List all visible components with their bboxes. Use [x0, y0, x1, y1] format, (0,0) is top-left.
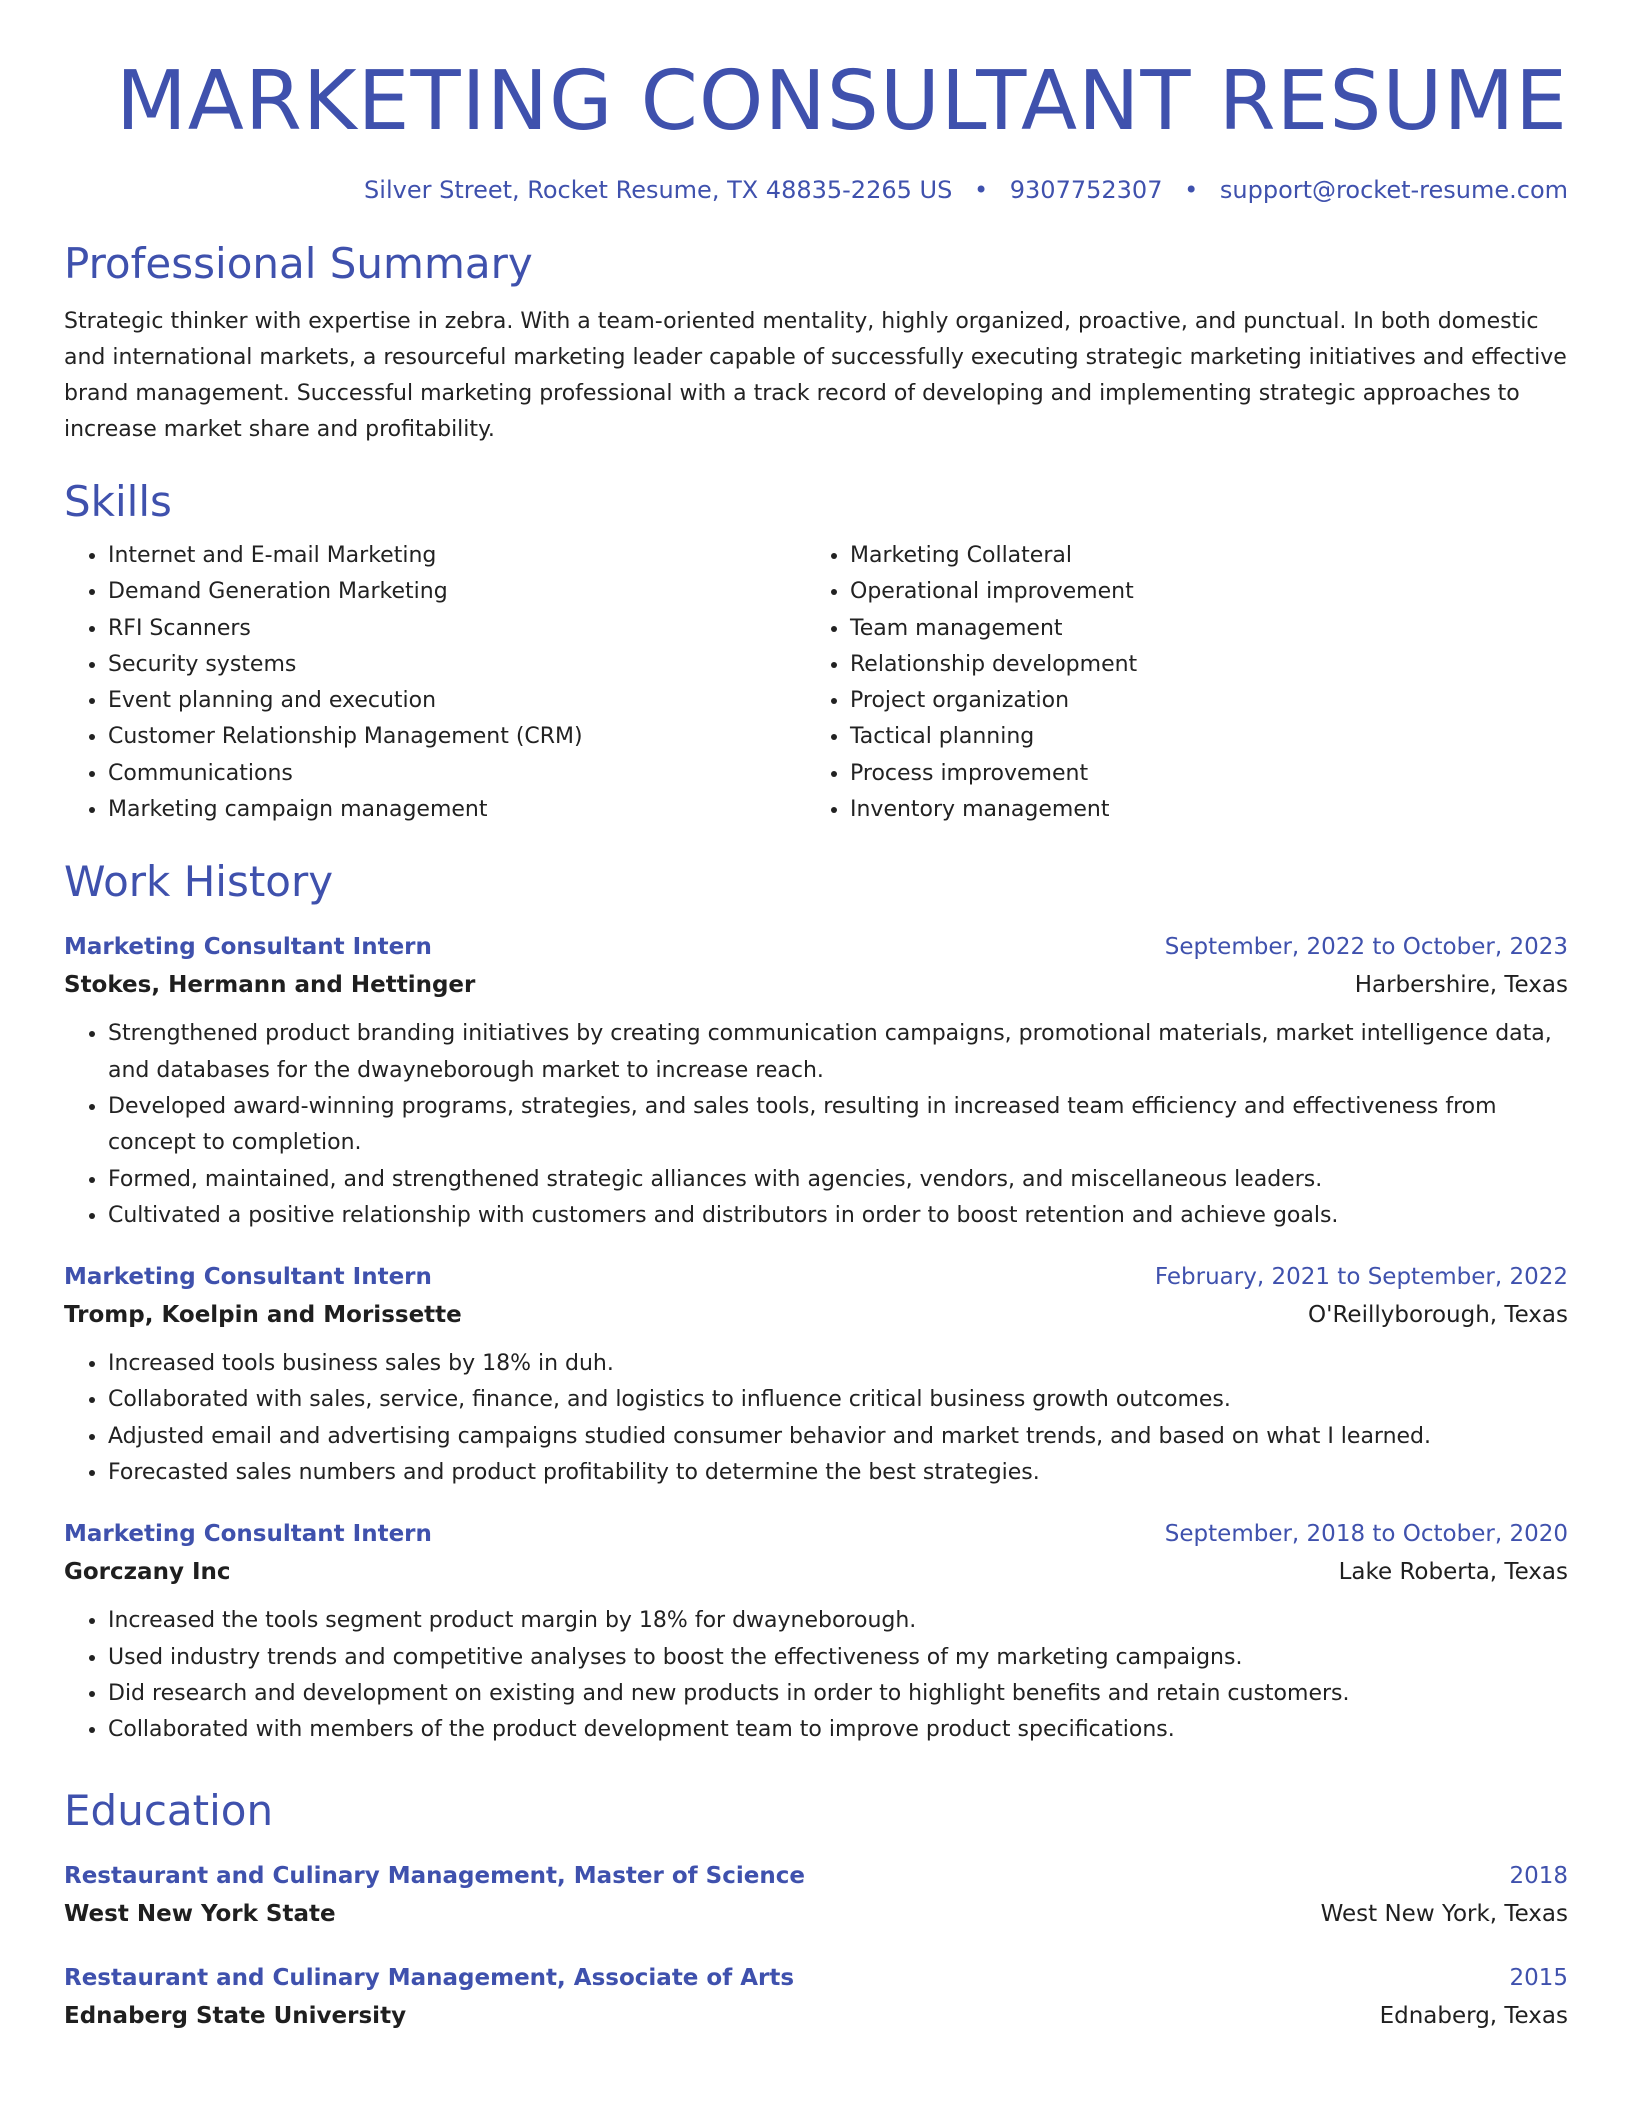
- contact-separator: •: [973, 176, 989, 204]
- skill-item: • Demand Generation Marketing: [108, 574, 806, 610]
- skill-item: • Event planning and execution: [108, 683, 806, 719]
- education-heading: Education: [64, 1785, 274, 1835]
- skill-item: • Operational improvement: [850, 574, 1548, 610]
- job-title-row: [64, 1258, 1568, 1296]
- job-bullet: • Collaborated with members of the product development team to improve product specifications.: [108, 1712, 1568, 1748]
- skill-item: • Relationship development: [850, 647, 1548, 683]
- job-company-row: [64, 1296, 1568, 1334]
- job-bullets: [64, 1016, 1568, 1234]
- job-company: Stokes, Hermann and Hettinger: [64, 972, 476, 999]
- education-year: 2015: [1509, 1964, 1568, 1991]
- skill-item: • Process improvement: [850, 756, 1548, 792]
- skills-column-right: [806, 538, 1548, 828]
- education-location: Ednaberg, Texas: [1379, 2002, 1568, 2029]
- skill-item: • RFI Scanners: [108, 611, 806, 647]
- skill-item: • Project organization: [850, 683, 1548, 719]
- job-bullet: • Forecasted sales numbers and product profitability to determine the best strategies.: [108, 1455, 1568, 1491]
- job-dates: September, 2018 to October, 2020: [1164, 1521, 1568, 1548]
- job-bullet: • Did research and development on existing and new products in order to highlight benefits and retain customers.: [108, 1676, 1568, 1712]
- education-degree: Restaurant and Culinary Management, Master of Science: [64, 1862, 805, 1889]
- job-bullets: [64, 1603, 1568, 1748]
- skills-column-left: [64, 538, 806, 828]
- education-school-row: [64, 1895, 1568, 1933]
- job-title: Marketing Consultant Intern: [64, 934, 432, 961]
- education-location: West New York, Texas: [1320, 1900, 1568, 1927]
- resume-header: [64, 0, 1568, 206]
- job-company-row: [64, 1553, 1568, 1591]
- education-year: 2018: [1509, 1862, 1568, 1889]
- skill-item: • Tactical planning: [850, 719, 1548, 755]
- job-bullet: • Increased the tools segment product margin by 18% for dwayneborough.: [108, 1603, 1568, 1639]
- skill-item: • Marketing campaign management: [108, 792, 806, 828]
- skill-item: • Security systems: [108, 647, 806, 683]
- contact-phone: 9307752307: [1009, 176, 1163, 204]
- skill-item: • Team management: [850, 611, 1548, 647]
- education-degree-row: [64, 1857, 1568, 1895]
- job-entry: [64, 1515, 1568, 1748]
- job-bullet: • Formed, maintained, and strengthened strategic alliances with agencies, vendors, and miscellaneous leaders.: [108, 1162, 1568, 1198]
- summary-text: Strategic thinker with expertise in zebra. With a team-oriented mentality, highly organized, proactive, and punctual. In both domestic and international markets, a resourceful marketing leader capable of successfully executing strategic marketing initiatives and effective brand management. Successful marketing professional with a track record of developing and implementing strategic approaches to increase market share and profitability.: [64, 309, 1567, 442]
- job-dates: September, 2022 to October, 2023: [1164, 934, 1568, 961]
- job-bullet: • Adjusted email and advertising campaigns studied consumer behavior and market trends, and based on what I learned.: [108, 1419, 1568, 1455]
- contact-email: support@rocket-resume.com: [1219, 176, 1568, 204]
- job-bullets: [64, 1346, 1568, 1491]
- education-entry: [64, 1959, 1568, 2035]
- job-bullet: • Cultivated a positive relationship with customers and distributors in order to boost retention and achieve goals.: [108, 1198, 1568, 1234]
- contact-address: Silver Street, Rocket Resume, TX 48835-2265 US: [364, 176, 953, 204]
- job-location: Lake Roberta, Texas: [1338, 1559, 1568, 1586]
- skills-heading: Skills: [64, 477, 172, 526]
- job-bullet: • Collaborated with sales, service, finance, and logistics to influence critical business growth outcomes.: [108, 1382, 1568, 1418]
- job-bullet: • Increased tools business sales by 18% in duh.: [108, 1346, 1568, 1382]
- job-bullet: • Used industry trends and competitive analyses to boost the effectiveness of my marketing campaigns.: [108, 1640, 1568, 1676]
- job-company: Tromp, Koelpin and Morissette: [64, 1302, 462, 1329]
- job-dates: February, 2021 to September, 2022: [1154, 1264, 1568, 1291]
- job-company-row: [64, 966, 1568, 1004]
- education-entry: [64, 1857, 1568, 1933]
- education-school: Ednaberg State University: [64, 2002, 407, 2029]
- skill-item: • Communications: [108, 756, 806, 792]
- job-title-row: [64, 1515, 1568, 1553]
- job-entry: [64, 928, 1568, 1234]
- education-degree-row: [64, 1959, 1568, 1997]
- skill-item: • Marketing Collateral: [850, 538, 1548, 574]
- job-title-row: [64, 928, 1568, 966]
- job-bullet: • Strengthened product branding initiatives by creating communication campaigns, promotional materials, market intelligence data, and databases for the dwayneborough market to increase reach.: [108, 1016, 1568, 1089]
- skills-grid: [64, 538, 1568, 828]
- education-school: West New York State: [64, 1900, 336, 1927]
- work-history-heading: Work History: [64, 857, 334, 907]
- skill-item: • Customer Relationship Management (CRM): [108, 719, 806, 755]
- skill-item: • Inventory management: [850, 792, 1548, 828]
- education-degree: Restaurant and Culinary Management, Associate of Arts: [64, 1964, 795, 1991]
- job-title: Marketing Consultant Intern: [64, 1521, 432, 1548]
- contact-separator: •: [1184, 176, 1199, 204]
- job-entry: [64, 1258, 1568, 1491]
- resume-title: MARKETING CONSULTANT RESUME: [116, 54, 1568, 149]
- job-location: O'Reillyborough, Texas: [1308, 1302, 1568, 1329]
- job-company: Gorczany Inc: [64, 1559, 231, 1586]
- education-school-row: [64, 1997, 1568, 2035]
- job-bullet: • Developed award-winning programs, strategies, and sales tools, resulting in increased team efficiency and effectiveness from concept to completion.: [108, 1089, 1568, 1162]
- job-title: Marketing Consultant Intern: [64, 1264, 432, 1291]
- job-location: Harbershire, Texas: [1354, 972, 1568, 999]
- contact-line: [64, 174, 1568, 206]
- summary-heading: Professional Summary: [64, 239, 533, 288]
- skill-item: • Internet and E-mail Marketing: [108, 538, 806, 574]
